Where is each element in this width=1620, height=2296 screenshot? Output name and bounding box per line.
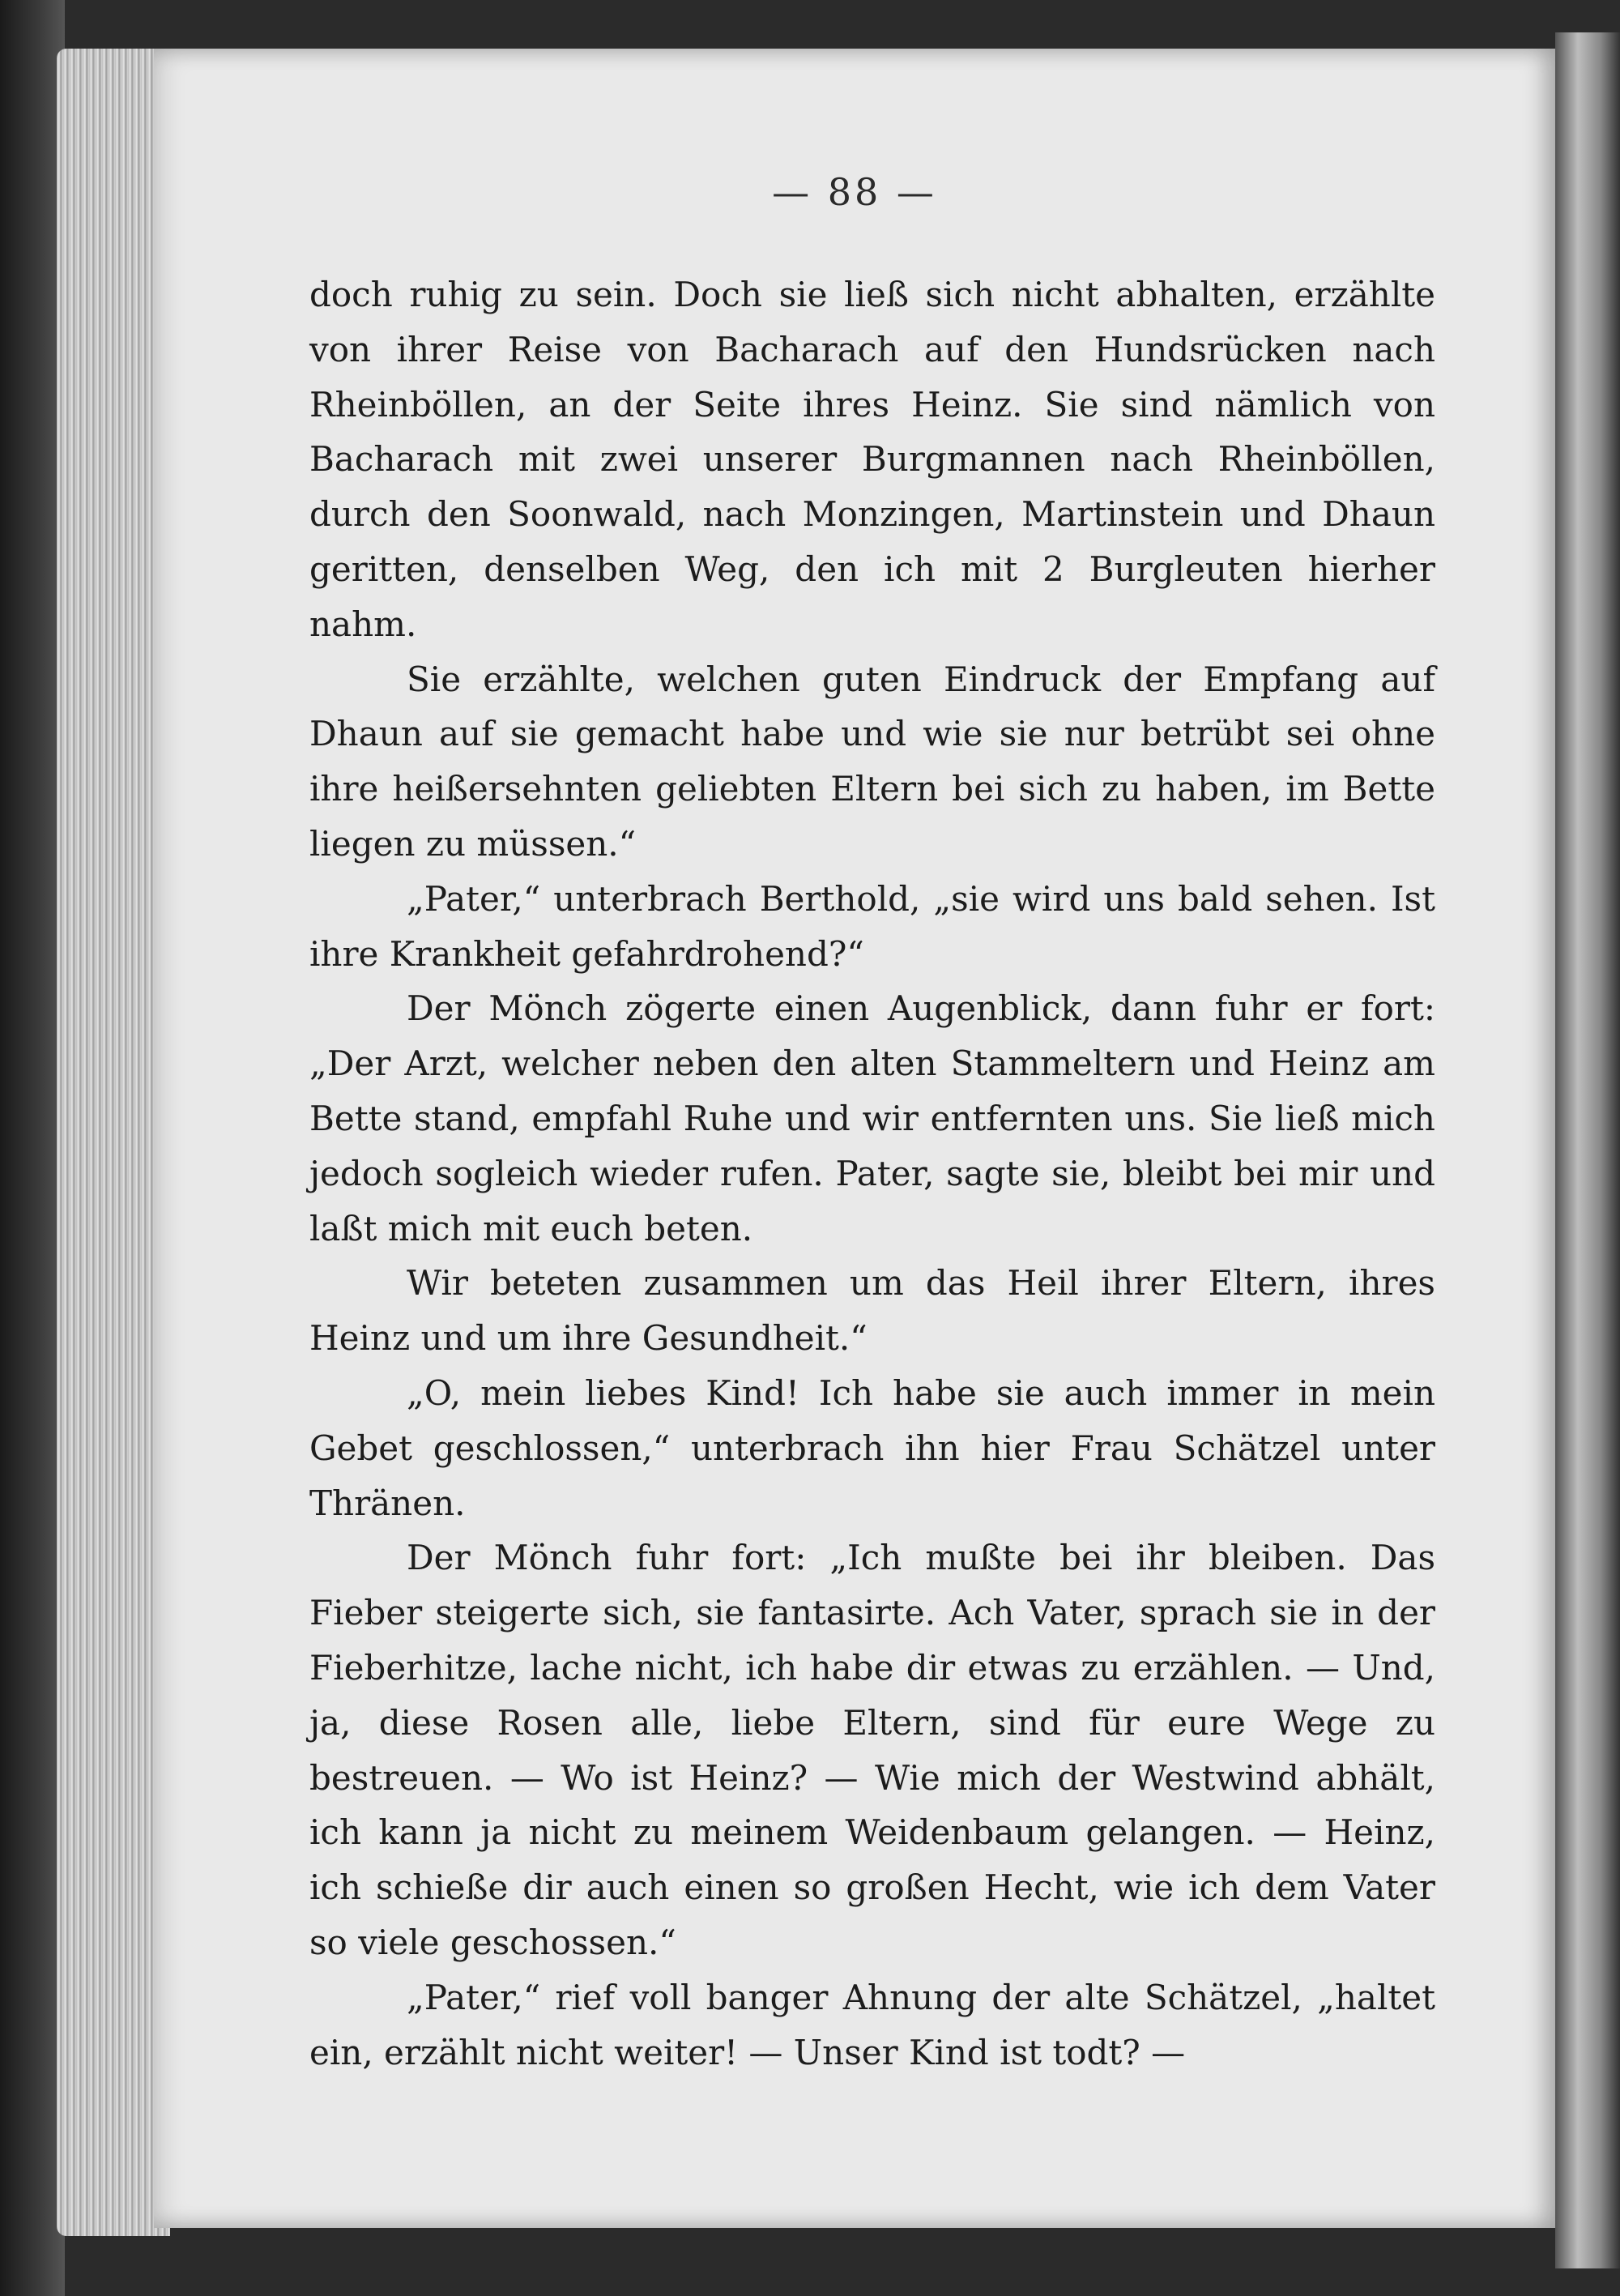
book-cover-edge: [0, 0, 65, 2296]
paragraph: Der Mönch zögerte einen Augenblick, dann fuhr er fort: „Der Arzt, welcher neben den alten Stammeltern und Heinz am Bette stand, empfahl Ruhe und wir entfernten uns. Sie ließ mich jedoch sogleich wieder rufen. Pater, sagte sie, bleibt bei mir und laßt mich mit euch beten.: [309, 988, 1435, 1248]
book-spine-gutter: [1555, 32, 1620, 2268]
book-page: [154, 49, 1555, 2228]
paragraph: „O, mein liebes Kind! Ich habe sie auch immer in mein Gebet geschlossen,“ unterbrach ihn hier Frau Schätzel unter Thränen.: [309, 1372, 1435, 1523]
paragraph: Wir beteten zusammen um das Heil ihrer Eltern, ihres Heinz und um ihre Gesundheit.“: [309, 1263, 1435, 1359]
paragraph: Der Mönch fuhr fort: „Ich mußte bei ihr bleiben. Das Fieber steigerte sich, sie fantasirte. Ach Vater, sprach sie in der Fieberhitze, lache nicht, ich habe dir etwas zu erzählen. — Und, ja, diese Rosen alle, liebe Eltern, sind für eure Wege zu bestreuen. — Wo ist Heinz? — Wie mich der Westwind abhält, ich kann ja nicht zu meinem Weidenbaum gelangen. — Heinz, ich schieße dir auch einen so großen Hecht, wie ich dem Vater so viele geschossen.“: [309, 1538, 1435, 1962]
paragraph: doch ruhig zu sein. Doch sie ließ sich nicht abhalten, erzählte von ihrer Reise von Bacharach auf den Hundsrücken nach Rheinböllen, an der Seite ihres Heinz. Sie sind nämlich von Bacharach mit zwei unserer Burgmannen nach Rheinböllen, durch den Soonwald, nach Monzingen, Martinstein und Dhaun geritten, denselben Weg, den ich mit 2 Burgleuten hierher nahm.: [309, 275, 1435, 644]
body-text: [309, 267, 1435, 2080]
paragraph: Sie erzählte, welchen guten Eindruck der Empfang auf Dhaun auf sie gemacht habe und wie sie nur betrübt sei ohne ihre heißersehnten geliebten Eltern bei sich zu haben, im Bette liegen zu müssen.“: [309, 659, 1435, 864]
page-stack-edges: [57, 49, 170, 2236]
page-number: — 88 —: [772, 170, 937, 214]
paragraph: „Pater,“ unterbrach Berthold, „sie wird uns bald sehen. Ist ihre Krankheit gefahrdrohend?“: [309, 878, 1435, 974]
paragraph: „Pater,“ rief voll banger Ahnung der alte Schätzel, „haltet ein, erzählt nicht weiter! — Unser Kind ist todt? —: [309, 1977, 1435, 2072]
